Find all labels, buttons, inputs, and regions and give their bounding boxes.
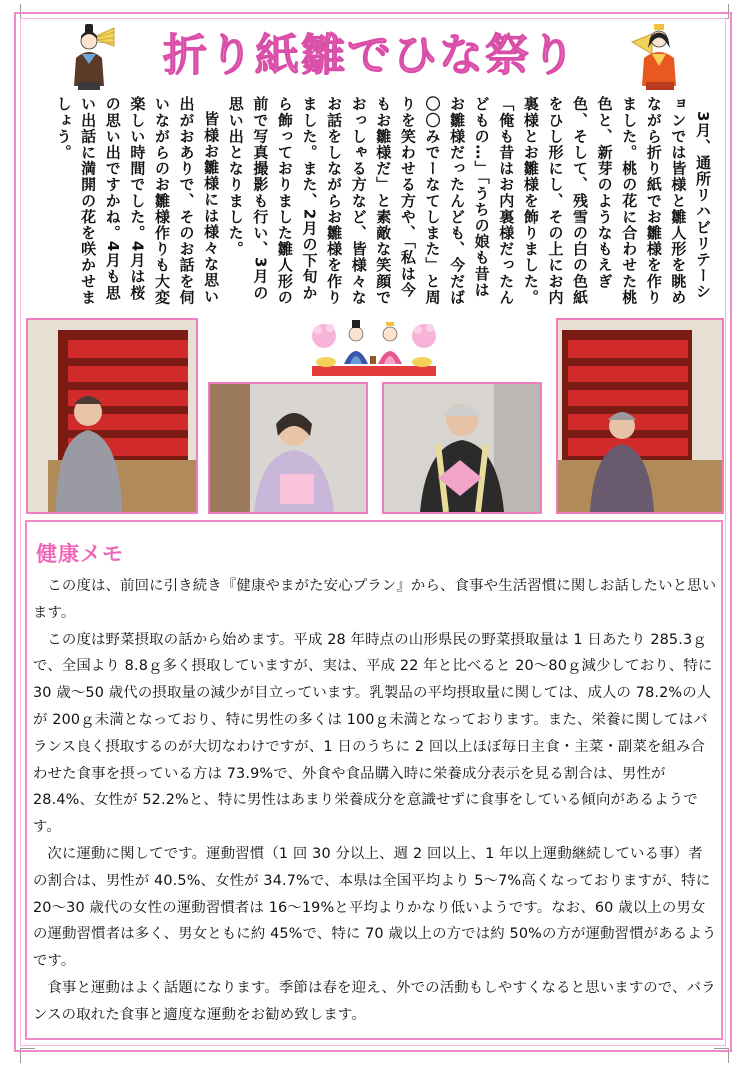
- photo-woman-origami-1: [208, 382, 368, 514]
- story-text: [35, 96, 715, 306]
- photo-woman-origami-2: [382, 382, 542, 514]
- empress-doll-icon: [630, 24, 676, 94]
- emperor-doll-icon: [70, 24, 116, 94]
- memo-paragraph-2: この度は野菜摂取の話から始めます。平成 28 年時点の山形県民の野菜摂取量は 1 日あたり 285.3ｇで、全国より 8.8ｇ多く摂取していますが、実は、平成 22 年と比べると 20～80ｇ減少しており、特に 30 歳～50 歳代の摂取量の減少が目立っています。乳製品の平均摂取量に関しては、成人の 78.2%の人が 200ｇ未満となっており、特に男性の多くは 100ｇ未満となっております。また、栄養に関してはバランス良く摂取するのが大切なわけですが、1 日のうちに 2 回以上ほぼ毎日主食・主菜・副菜を組み合わせた食事を摂っている方は 73.9%で、外食や食品購入時に栄養成分表示を見る割合は、男性が 28.4%、女性が 52.2%と、特に男性はあまり栄養成分を意識せずに食事をしている傾向があるようです。: [33, 631, 713, 836]
- hina-dolls-icon: [304, 312, 444, 378]
- health-memo-heading: 健康メモ: [36, 542, 124, 566]
- memo-paragraph-4: 食事と運動はよく話題になります。季節は春を迎え、外での活動もしやすくなると思いますので、バランスの取れた食事と適度な運動をお勧め致します。: [33, 979, 716, 1023]
- story-paragraph-2: 皆様お雛様には様々な思い出がおありで、そのお話を伺いながらのお雛様作りも大変楽しい時間でした。4月は桜の思い出ですかね。4月も思い出話に満開の花を咲かせましょう。: [54, 96, 221, 306]
- memo-paragraph-1: この度は、前回に引き続き『健康やまがた安心プラン』から、食事や生活習慣に関しお話したいと思います。: [33, 578, 717, 621]
- page-title: 折り紙雛でひな祭り: [163, 30, 577, 81]
- story-paragraph-1: 3月、通所リハビリテーションでは皆様と雛人形を眺めながら折り紙でお雛様を作りました。桃の花に合わせた桃色と、新芽のようなもえぎ色、そして、残雪の白の色紙をひし形にし、その上にお内裏様とお雛様を飾りました。「俺も昔はお内裏様だったんどもの…」「うちの娘も昔はお雛様だったんども、今だば〇〇みでーなてしまた」と周りを笑わせる方や、「私は今もお雛様だ」と素敵な笑顔でおっしゃる方など、皆様々なお話をしながらお雛様を作りました。また、2月の下旬から飾っておりました雛人形の前で写真撮影も行い、3月の思い出となりました。: [226, 96, 712, 306]
- health-memo-text: [33, 573, 717, 1029]
- photo-woman-hina-stand-right: [556, 318, 724, 514]
- memo-paragraph-3: 次に運動に関してです。運動習慣（1 回 30 分以上、週 2 回以上、1 年以上運動継続している事）者の割合は、男性が 40.5%、女性が 34.7%で、本県は全国平均より 5～7%高くなっておりますが、特に 20～30 歳代の女性の運動習慣者は 16～19%と平均よりかなり低いようです。なお、60 歳以上の男女の運動習慣者は多く、男女ともに約 45%で、特に 70 歳以上の方では約 50%の方が運動習慣があるようです。: [33, 845, 717, 970]
- photo-woman-hina-stand-left: [26, 318, 198, 514]
